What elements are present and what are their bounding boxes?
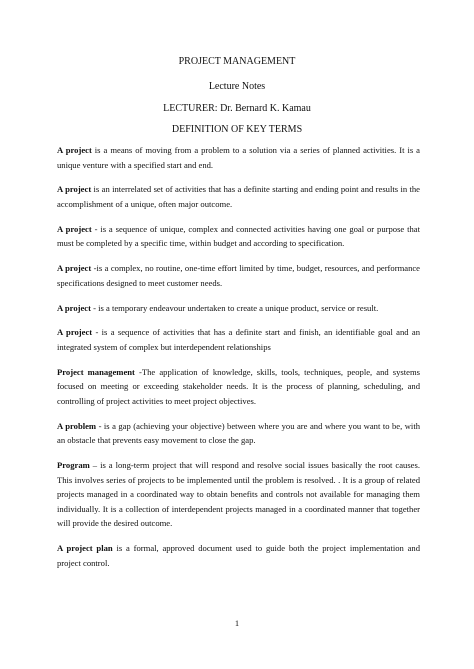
section-title: DEFINITION OF KEY TERMS (171, 124, 303, 135)
definition-paragraph (57, 182, 420, 211)
definition-term: A project (57, 302, 91, 313)
definition-text: is a formal, approved document used to guide both the project implementation and project control. (57, 543, 421, 568)
definition-term: Project management (57, 366, 135, 377)
definition-term: A project (57, 327, 93, 338)
definition-term: A problem (57, 420, 97, 431)
definition-text: is a means of moving from a problem to a solution via a series of planned activities. It is a unique venture with a specified start and end. (57, 145, 421, 170)
definition-text: - is a gap (achieving your objective) between where you are and where you want to be, with an obstacle that prevents easy movement to close the gap. (57, 420, 421, 446)
definition-paragraph (57, 419, 420, 448)
definition-text: -is a complex, no routine, one-time effort limited by time, budget, resources, and performance specifications designed to meet customer needs. (57, 263, 421, 288)
definition-text: - is a temporary endeavour undertaken to create a unique product, service or result. (90, 302, 379, 313)
definition-paragraph (57, 365, 420, 409)
definition-term: Program (57, 460, 90, 470)
document-body (57, 143, 420, 570)
definition-paragraph (57, 143, 420, 172)
definition-paragraph (57, 541, 420, 570)
definition-paragraph (57, 222, 420, 251)
document-subtitle: Lecture Notes (208, 81, 266, 92)
definition-text: – is a long-term project that will respond and resolve social issues basically the root causes. This involves series of projects to be implemented until the problem is resolved. . It is a group of related projects managed in a coordinated way to obtain benefits and controls not available for managing them individually. It is a collection of interdependent projects managed in a coordinated manner that together will provide the desired outcome. (57, 460, 420, 529)
lecturer-line: LECTURER: Dr. Bernard K. Kamau (163, 103, 311, 114)
definition-term: A project (57, 184, 92, 195)
definition-paragraph (57, 458, 420, 531)
definition-text: - is a sequence of activities that has a definite start and finish, an identifiable goal and an integrated system of complex but interdependent relationships (57, 327, 420, 352)
definition-text: -The application of knowledge, skills, tools, techniques, people, and systems focused on meeting or exceeding stakeholder needs. It is the process of planning, scheduling, and controlling of project activities to meet project objectives. (57, 366, 421, 406)
definition-text: - is a sequence of unique, complex and connected activities having one goal or purpose that must be completed by a specific time, within budget and according to specification. (57, 223, 420, 249)
definition-term: A project plan (57, 543, 113, 554)
definition-paragraph (57, 325, 420, 354)
definition-text: is an interrelated set of activities that has a definite starting and ending point and results in the accomplishment of a unique, often major outcome. (57, 184, 421, 209)
definition-term: A project (57, 263, 92, 274)
definition-term: A project (57, 145, 92, 155)
definition-paragraph (57, 261, 420, 290)
definition-paragraph (57, 301, 420, 316)
page-number: 1 (234, 618, 240, 628)
definition-term: A project (57, 223, 92, 234)
document-title: PROJECT MANAGEMENT (178, 56, 296, 67)
